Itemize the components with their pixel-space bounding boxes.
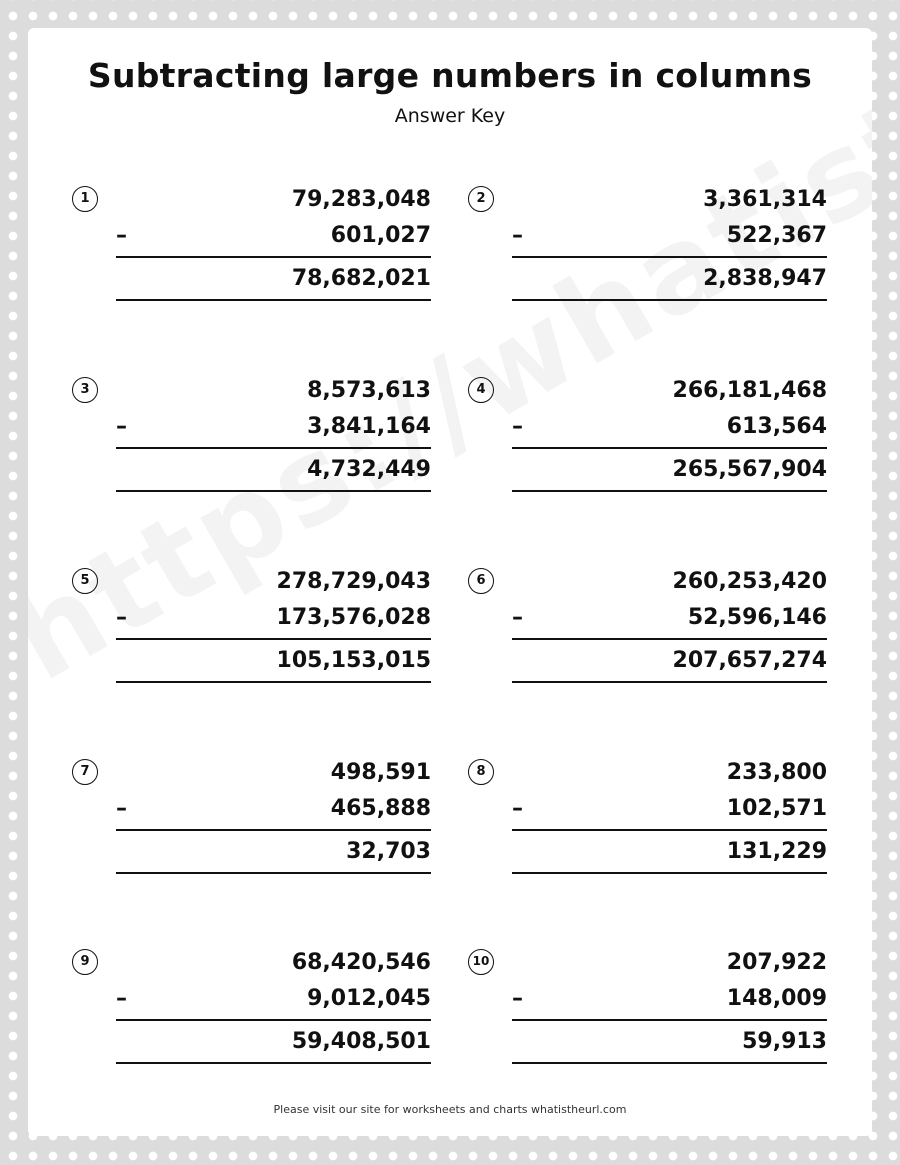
subtraction-line — [512, 638, 827, 640]
difference: 59,913 — [742, 1029, 827, 1054]
minuend: 68,420,546 — [291, 950, 431, 975]
problem-number-badge: 7 — [72, 759, 98, 785]
worksheet-page — [28, 28, 872, 1136]
problem-10 — [468, 947, 828, 1067]
answer-underline — [116, 490, 431, 492]
problem-7 — [72, 757, 432, 877]
minus-sign: – — [116, 414, 127, 439]
minus-sign: – — [116, 605, 127, 630]
problem-number-badge: 8 — [468, 759, 494, 785]
difference: 265,567,904 — [672, 457, 827, 482]
minus-sign: – — [116, 796, 127, 821]
difference: 207,657,274 — [672, 648, 827, 673]
subtrahend: 601,027 — [330, 223, 431, 248]
problem-number-badge: 3 — [72, 377, 98, 403]
problem-number-badge: 5 — [72, 568, 98, 594]
difference: 2,838,947 — [703, 266, 827, 291]
answer-underline — [116, 681, 431, 683]
subtrahend: 613,564 — [726, 414, 827, 439]
answer-underline — [512, 1062, 827, 1064]
subtraction-line — [116, 829, 431, 831]
minuend: 79,283,048 — [291, 187, 431, 212]
subtrahend: 522,367 — [726, 223, 827, 248]
subtraction-line — [512, 256, 827, 258]
minus-sign: – — [116, 986, 127, 1011]
minuend: 207,922 — [726, 950, 827, 975]
problem-number-badge: 4 — [468, 377, 494, 403]
subtrahend: 52,596,146 — [687, 605, 827, 630]
difference: 59,408,501 — [291, 1029, 431, 1054]
subtraction-line — [116, 256, 431, 258]
answer-underline — [512, 490, 827, 492]
answer-underline — [116, 299, 431, 301]
answer-underline — [116, 872, 431, 874]
problem-5 — [72, 566, 432, 686]
minus-sign: – — [512, 986, 523, 1011]
answer-underline — [116, 1062, 431, 1064]
minuend: 278,729,043 — [276, 569, 431, 594]
footer-note: Please visit our site for worksheets and charts whatistheurl.com — [273, 1103, 627, 1116]
difference: 78,682,021 — [291, 266, 431, 291]
subtrahend: 9,012,045 — [307, 986, 431, 1011]
subtraction-line — [512, 829, 827, 831]
problem-1 — [72, 184, 432, 304]
subtraction-line — [116, 638, 431, 640]
minuend: 8,573,613 — [307, 378, 431, 403]
minuend: 233,800 — [726, 760, 827, 785]
problem-number-badge: 1 — [72, 186, 98, 212]
minus-sign: – — [512, 223, 523, 248]
problem-2 — [468, 184, 828, 304]
problem-number-badge: 10 — [468, 949, 494, 975]
subtraction-line — [512, 1019, 827, 1021]
minuend: 266,181,468 — [672, 378, 827, 403]
subtrahend: 173,576,028 — [276, 605, 431, 630]
answer-underline — [512, 299, 827, 301]
difference: 105,153,015 — [276, 648, 431, 673]
difference: 32,703 — [346, 839, 431, 864]
minuend: 498,591 — [330, 760, 431, 785]
minus-sign: – — [116, 223, 127, 248]
answer-underline — [512, 872, 827, 874]
answer-underline — [512, 681, 827, 683]
subtraction-line — [116, 447, 431, 449]
subtrahend: 3,841,164 — [307, 414, 431, 439]
minuend: 260,253,420 — [672, 569, 827, 594]
page-subtitle: Answer Key — [394, 105, 506, 127]
problem-3 — [72, 375, 432, 495]
difference: 131,229 — [726, 839, 827, 864]
problem-4 — [468, 375, 828, 495]
minus-sign: – — [512, 796, 523, 821]
problem-8 — [468, 757, 828, 877]
subtraction-line — [512, 447, 827, 449]
problem-6 — [468, 566, 828, 686]
minuend: 3,361,314 — [703, 187, 827, 212]
subtrahend: 465,888 — [330, 796, 431, 821]
problem-number-badge: 9 — [72, 949, 98, 975]
problem-number-badge: 2 — [468, 186, 494, 212]
page-title: Subtracting large numbers in columns — [87, 56, 813, 95]
problem-9 — [72, 947, 432, 1067]
minus-sign: – — [512, 605, 523, 630]
subtrahend: 102,571 — [726, 796, 827, 821]
problem-number-badge: 6 — [468, 568, 494, 594]
subtraction-line — [116, 1019, 431, 1021]
subtrahend: 148,009 — [726, 986, 827, 1011]
difference: 4,732,449 — [307, 457, 431, 482]
minus-sign: – — [512, 414, 523, 439]
